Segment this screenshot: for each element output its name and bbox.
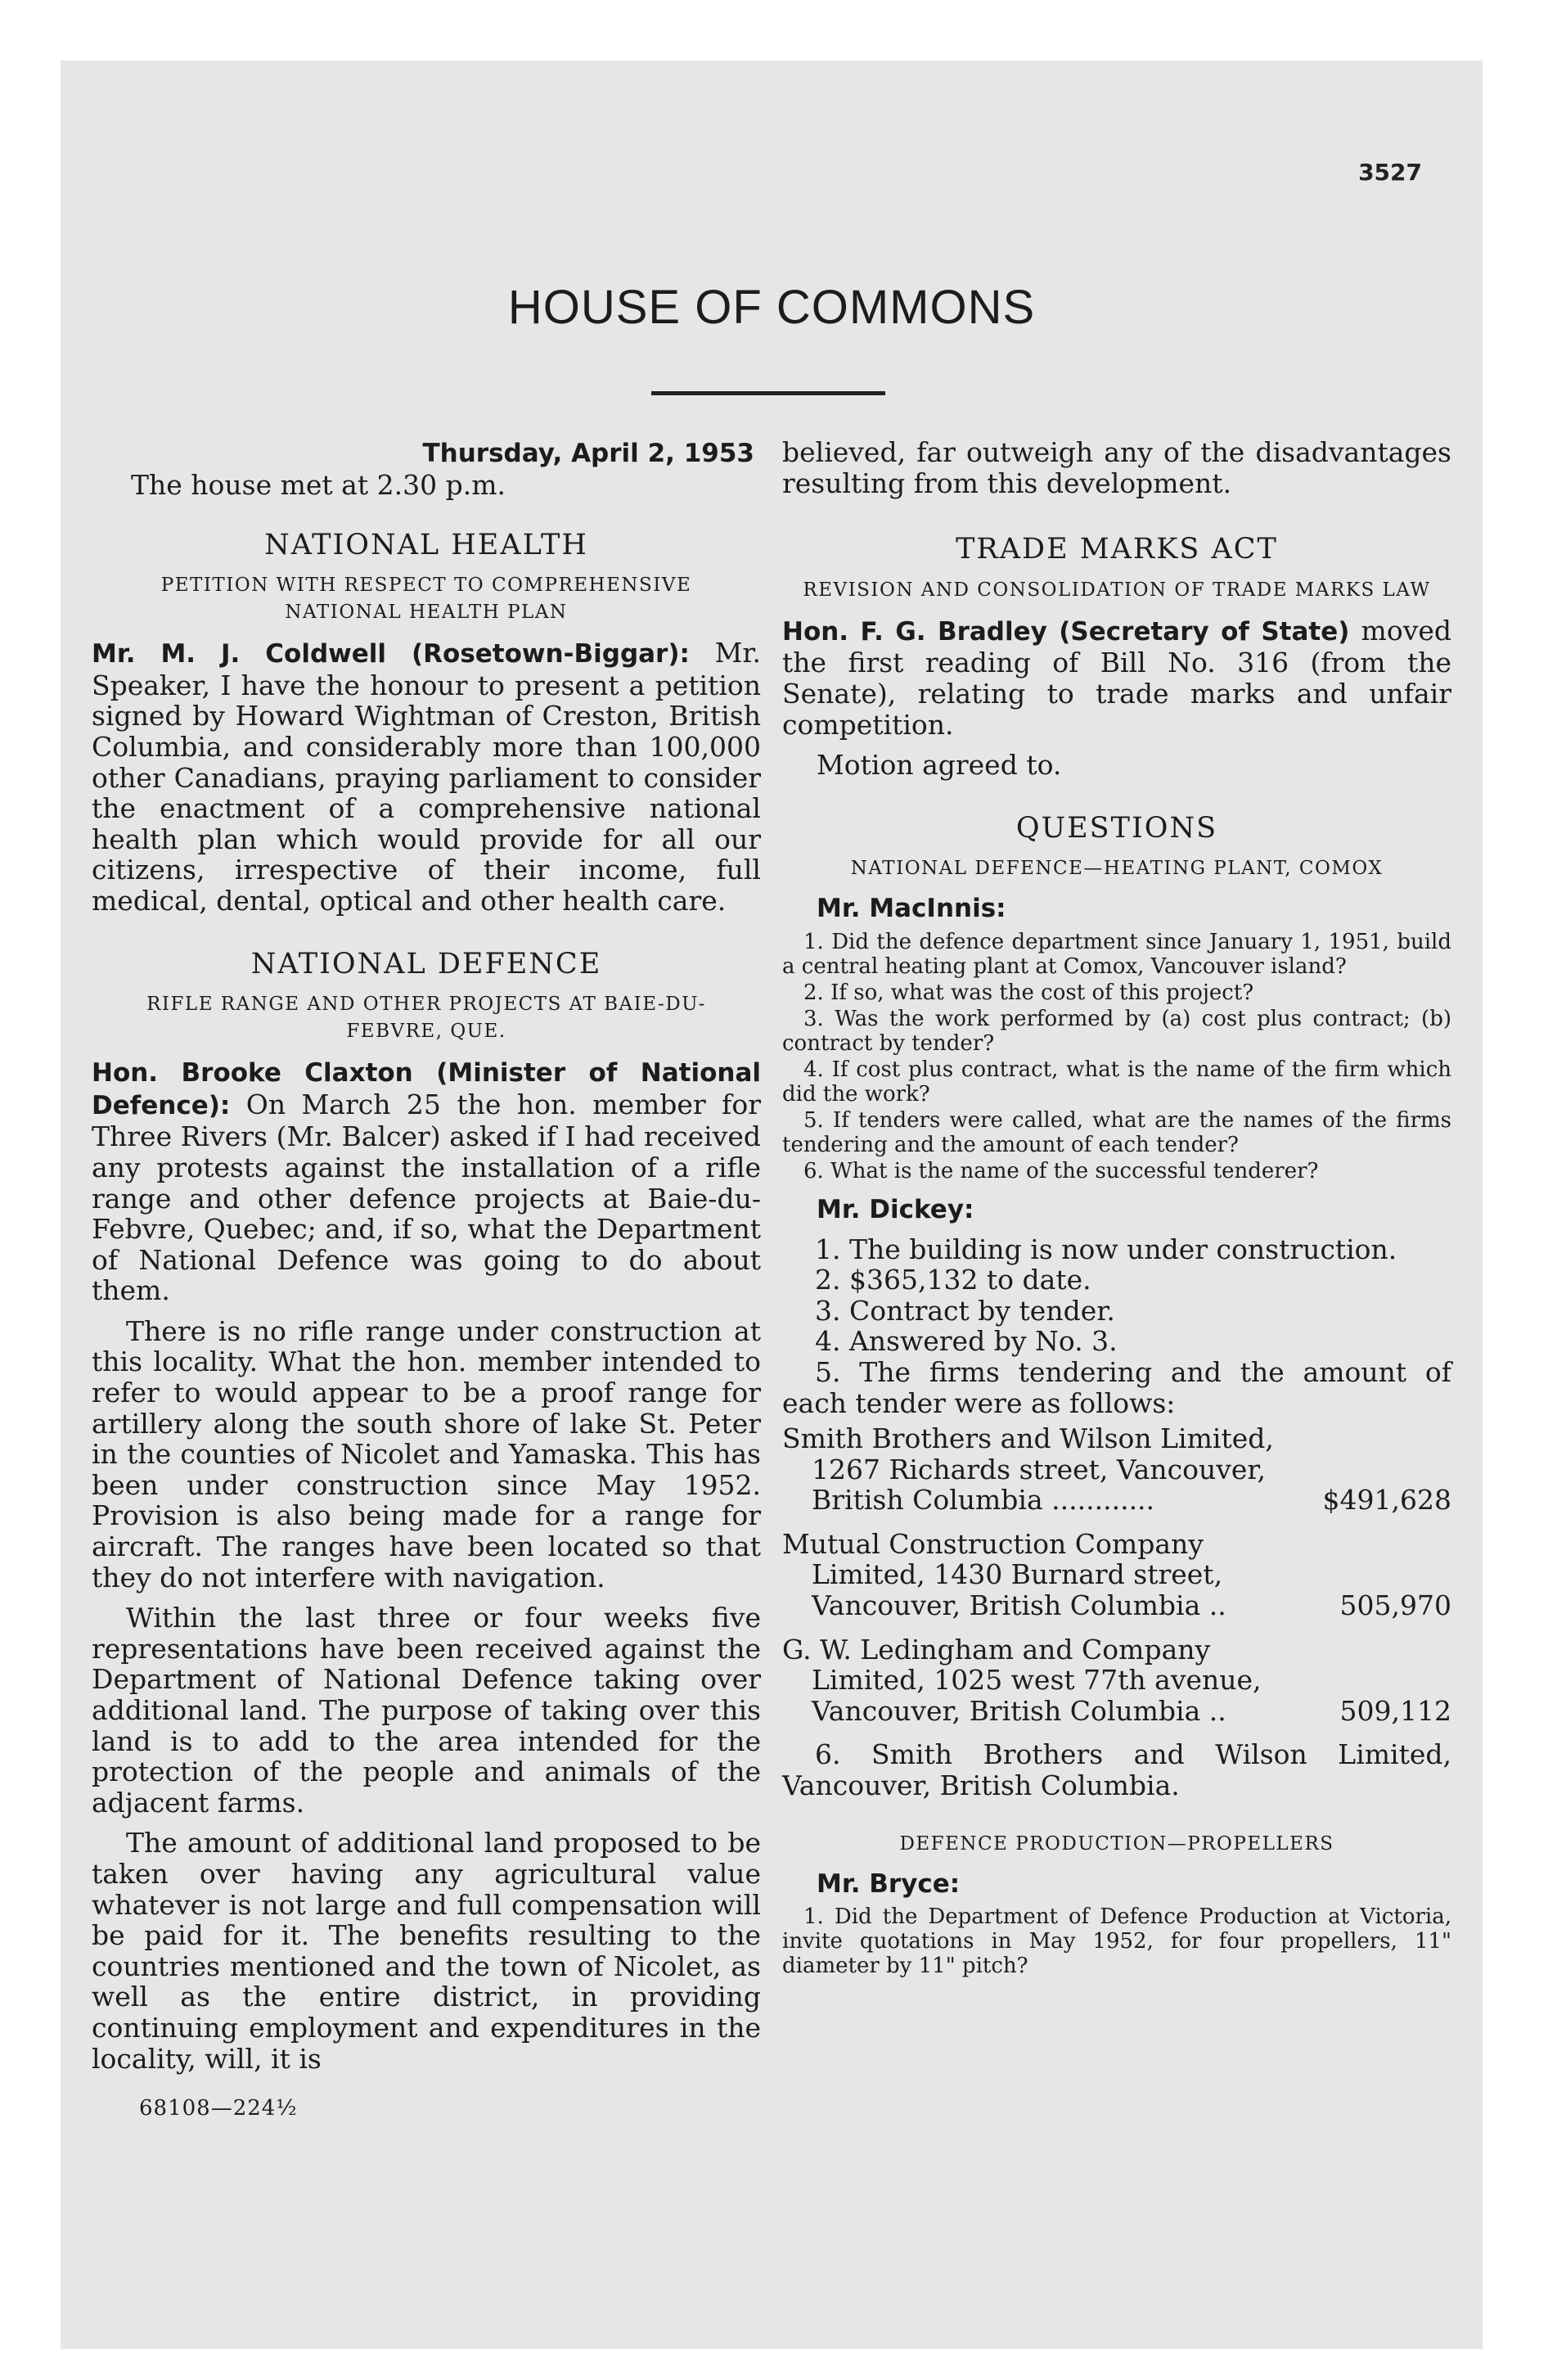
masthead-rule (651, 391, 885, 395)
bradley-paragraph (782, 615, 1451, 740)
tender-amount: $491,628 (1322, 1484, 1451, 1517)
bradley-text: moved the first reading of Bill No. 316 (from the Senate), relating to trade marks and unfair competition. (782, 614, 1451, 741)
question-item: 6. What is the name of the successful tenderer? (803, 1158, 1319, 1183)
tender-leader: .. (1208, 1589, 1226, 1622)
masthead-title: HOUSE OF COMMONS (507, 281, 1036, 334)
asker-macinnis: Mr. MacInnis: (817, 894, 1006, 924)
tender-line-2: Limited, 1025 west 77th avenue, (812, 1664, 1262, 1697)
answer-six: 6. Smith Brothers and Wilson Limited, Vancouver, British Columbia. (782, 1738, 1451, 1802)
tender-entry (782, 1634, 1451, 1727)
subheading-rifle-range: RIFLE RANGE AND OTHER PROJECTS AT BAIE-DU-FEBVRE, QUE. (146, 994, 706, 1043)
left-column (92, 437, 761, 2125)
tender-entry (782, 1423, 1451, 1516)
printer-code: 68108—224½ (139, 2096, 298, 2121)
question-item: 2. If so, what was the cost of this project? (803, 980, 1254, 1005)
speaker-bradley: Hon. F. G. Bradley (Secretary of State) (782, 616, 1350, 647)
tender-line-2: 1267 Richards street, Vancouver, (812, 1453, 1267, 1485)
question-list (782, 930, 1451, 1183)
opening-line: The house met at 2.30 p.m. (131, 469, 506, 501)
tender-line-1: G. W. Ledingham and Company (782, 1633, 1211, 1666)
subheading-propellers: DEFENCE PRODUCTION—PROPELLERS (899, 1832, 1334, 1855)
tender-line-3: Vancouver, British Columbia (812, 1589, 1201, 1622)
petition-paragraph (92, 638, 761, 916)
tender-line-1: Smith Brothers and Wilson Limited, (782, 1422, 1274, 1455)
subheading-heating-plant: NATIONAL DEFENCE—HEATING PLANT, COMOX (850, 858, 1384, 880)
claxton-paragraph-3: Within the last three or four weeks five representations have been received against the Department of National Defence taking over additional land. The purpose of taking over this land is to add to the area intended for the protection of the people and animals of the adjacent farms. (92, 1602, 761, 1819)
petition-text: Mr. Speaker, I have the honour to present a petition signed by Howard Wightman of Creston, British Columbia, and considerably more than 100,000 other Canadians, praying parliament to consider the enactment of a comprehensive national health plan which would provide for all our citizens, irrespective of their income, full medical, dental, optical and other health care. (92, 637, 761, 917)
tender-entry (782, 1529, 1451, 1621)
answerer-dickey: Mr. Dickey: (817, 1194, 974, 1224)
tender-leader: .. (1208, 1694, 1226, 1727)
tender-line-2: Limited, 1430 Burnard street, (812, 1558, 1223, 1591)
speaker-claxton: Hon. Brooke Claxton (Minister of National Defence): (92, 1058, 761, 1120)
right-column (782, 437, 1451, 1980)
answer-item: 2. $365,132 to date. (815, 1264, 1091, 1296)
question-item: 1. Did the defence department since January 1, 1951, build a central heating plant at Comox, Vancouver island? (782, 929, 1451, 979)
tender-amount: 505,970 (1339, 1589, 1451, 1622)
question-item: 1. Did the Department of Defence Production at Victoria, invite quotations in May 1952, for four propellers, 11" diameter by 11" pitch? (782, 1904, 1451, 1979)
continued-paragraph: believed, far outweigh any of the disadvantages resulting from this development. (782, 436, 1451, 499)
asker-bryce: Mr. Bryce: (817, 1868, 961, 1899)
answer-item: 1. The building is now under construction. (815, 1233, 1397, 1265)
tender-line-1: Mutual Construction Company (782, 1527, 1204, 1560)
subheading-petition: PETITION WITH RESPECT TO COMPREHENSIVE NATIONAL HEALTH PLAN (160, 575, 692, 624)
tender-line-3: Vancouver, British Columbia (812, 1694, 1201, 1727)
tender-amount: 509,112 (1339, 1694, 1451, 1727)
tender-leader: ............ (1051, 1484, 1155, 1517)
sitting-date: Thursday, April 2, 1953 (422, 439, 754, 468)
claxton-paragraph-4: The amount of additional land proposed to be taken over having any agricultural value whatever is not large and full compensation will be paid for it. The benefits resulting to the countries mentioned and the town of Nicolet, as well as the entire district, in providing continuing employment and expenditures in the locality, will, it is (92, 1827, 761, 2075)
speaker-coldwell: Mr. M. J. Coldwell (Rosetown-Biggar): (92, 639, 690, 669)
question-item: 3. Was the work performed by (a) cost plus contract; (b) contract by tender? (782, 1006, 1451, 1056)
tender-line-3: British Columbia (812, 1484, 1043, 1517)
answer-item: 5. The firms tendering and the amount of each tender were as follows: (782, 1355, 1451, 1419)
subheading-trade-marks: REVISION AND CONSOLIDATION OF TRADE MARKS LAW (803, 579, 1431, 601)
question-item: 4. If cost plus contract, what is the name of the firm which did the work? (782, 1057, 1451, 1107)
section-heading-questions: QUESTIONS (1015, 811, 1218, 845)
section-heading-national-defence: NATIONAL DEFENCE (250, 947, 602, 980)
claxton-paragraph-2: There is no rifle range under construction at this locality. What the hon. member intended to refer to would appear to be a proof range for artillery along the south shore of lake St. Peter in the counties of Nicolet and Yamaska. This has been under construction since May 1952. Provision is also being made for a range for aircraft. The ranges have been located so that they do not interfere with navigation. (92, 1314, 761, 1593)
page-number: 3527 (1358, 159, 1422, 186)
section-heading-trade-marks: TRADE MARKS ACT (956, 533, 1278, 566)
document-page (61, 61, 1483, 2349)
claxton-text-1: On March 25 the hon. member for Three Rivers (Mr. Balcer) asked if I had received any protests against the installation of a rifle range and other defence projects at Baie-du-Febvre, Quebec; and, if so, what the Department of National Defence was going to do about them. (92, 1088, 761, 1307)
section-heading-national-health: NATIONAL HEALTH (264, 528, 588, 561)
motion-agreed: Motion agreed to. (817, 749, 1062, 782)
question-item: 5. If tenders were called, what are the names of the firms tendering and the amount of each tender? (782, 1107, 1451, 1157)
answer-item: 4. Answered by No. 3. (815, 1325, 1118, 1358)
answer-item: 3. Contract by tender. (815, 1294, 1115, 1327)
claxton-paragraph-1 (92, 1057, 761, 1306)
